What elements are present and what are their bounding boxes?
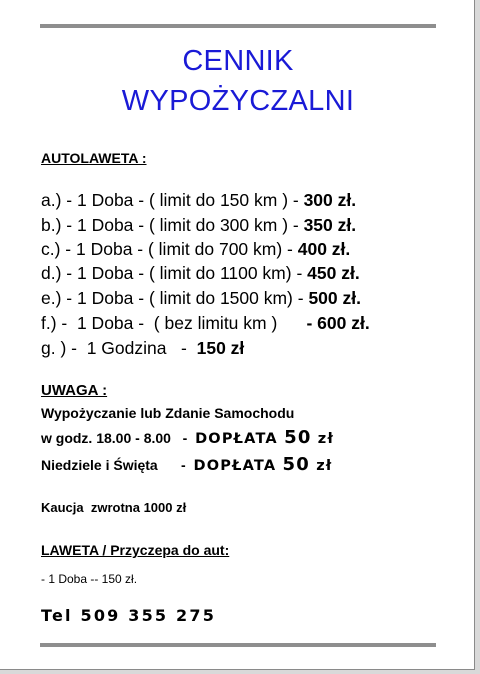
surcharge-night-word: DOPŁATA [195,431,285,447]
price-row-g [41,337,244,359]
kaucja-text: Kaucja zwrotna 1000 zł [41,500,187,515]
uwaga-heading: UWAGA : [41,382,108,399]
uwaga-line-1: Wypożyczanie lub Zdanie Samochodu [41,405,295,421]
surcharge-night-amount: 50 [284,427,312,448]
surcharge-night [195,427,335,448]
title-line-2: WYPOŻYCZALNI [121,85,355,117]
price-row-a [41,189,356,211]
price-row-g-price: 150 zł [196,338,245,358]
price-row-d [41,262,360,284]
uwaga-holidays: Niedziele i Święta - [41,457,194,473]
price-row-b-price: 350 zł. [303,215,357,235]
price-row-g-text: g. ) - 1 Godzina - [41,338,197,358]
price-row-b [41,214,356,236]
surcharge-holiday-unit: zł [310,458,333,474]
uwaga-line-2 [41,428,334,449]
page-shadow-bottom [0,670,480,674]
uwaga-hours: w godz. 18.00 - 8.00 - [41,430,196,446]
surcharge-holiday [193,454,333,475]
surcharge-night-unit: zł [311,431,335,447]
price-row-c-price: 400 zł. [297,239,351,259]
phone-number: Tel 509 355 275 [41,606,217,625]
surcharge-holiday-word: DOPŁATA [193,458,283,474]
price-row-f [41,312,370,334]
uwaga-line-3 [41,455,332,476]
price-row-e-price: 500 zł. [308,288,361,308]
bottom-rule [40,643,436,647]
surcharge-holiday-amount: 50 [282,454,310,475]
price-row-c [41,238,350,260]
price-row-d-price: 450 zł. [307,263,360,283]
title-line-1: CENNIK [182,45,294,77]
price-row-a-price: 300 zł. [303,190,357,210]
price-row-e-text: e.) - 1 Doba - ( limit do 1500 km) - [41,288,309,308]
laweta-heading: LAWETA / Przyczepa do aut: [41,542,230,558]
price-row-b-text: b.) - 1 Doba - ( limit do 300 km ) - [41,215,304,235]
price-row-d-text: d.) - 1 Doba - ( limit do 1100 km) - [41,263,308,283]
top-rule [40,24,436,28]
price-row-c-text: c.) - 1 Doba - ( limit do 700 km) - [41,239,298,259]
price-row-a-text: a.) - 1 Doba - ( limit do 150 km ) - [41,190,304,210]
autolaweta-heading: AUTOLAWETA : [41,150,147,166]
price-row-e [41,287,361,309]
price-row-f-text: f.) - 1 Doba - ( bez limitu km ) [41,313,307,333]
laweta-item: - 1 Doba -- 150 zł. [41,572,138,586]
price-row-f-price: - 600 zł. [306,313,370,333]
page-shadow-right [475,0,480,674]
